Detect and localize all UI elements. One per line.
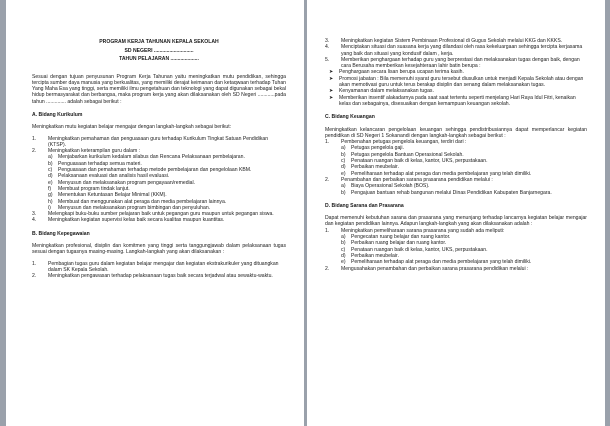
list-number: 3. (325, 38, 330, 44)
list-number: 2. (325, 176, 330, 183)
sub-list-letter: c) (341, 246, 346, 253)
list-text: Penambahan dan perbaikan sarana prasarana pendidikan melalui : (341, 176, 493, 183)
page-2-content (325, 38, 587, 272)
list-item (32, 273, 286, 279)
sub-list-letter: i) (48, 204, 51, 211)
section-c-heading: C. Bidang Keuangan (325, 114, 375, 121)
sub-list-text: Pengajuan bantuan rehab bangunan melalui Dinas Pendidikan Kabupaten Banjarnegara. (351, 189, 552, 196)
sub-list-text: Pemeliharaan terhadap alat peraga dan media pembelajaran yang telah dimiliki. (351, 259, 532, 266)
list-number: 2. (32, 148, 37, 155)
sub-list-letter: e) (48, 179, 53, 186)
bullet-text: Promosi jabatan : Bila memenuhi syarat guru tersebut diusulkan untuk menjadi Kepala Sekolah atau dengan akan memotivasi guru untuk terus berakap disiplin dan senang dalam melaksanakan tugas. (339, 75, 584, 89)
sub-list-letter: e) (341, 170, 346, 177)
sub-list-letter: a) (48, 154, 53, 161)
sub-list-text: Perbaikan meubelair. (351, 164, 399, 171)
list-text: Meningkatkan kegiatan Sistem Pembinaan Profesional di Gugus Sekolah melalui KKG dan KKKS. (341, 38, 563, 44)
list-item (32, 136, 286, 149)
sub-list-letter: c) (341, 158, 346, 165)
list-item (325, 57, 587, 70)
list-number: 4. (32, 217, 37, 224)
sub-list-text: Membuat dan menggunakan alat peraga dan media pembelajaran lainnya. (58, 198, 227, 205)
sub-list-letter: b) (341, 189, 346, 196)
sub-list-text: Perbaikan ruang belajar dan ruang kantor. (351, 240, 447, 247)
list-text: Mengusahakan penambahan dan perbaikan sarana prasarana pendidikan melalui : (341, 265, 529, 272)
list-number: 2. (32, 273, 37, 280)
section-a-heading: A. Bidang Kurikulum (32, 111, 83, 118)
sub-list-letter: a) (341, 145, 346, 152)
sub-list-item (341, 190, 587, 196)
sub-list-letter: b) (341, 151, 346, 158)
sub-list-letter: b) (341, 240, 346, 247)
section-d-intro: Dapat memenuhi kebutuhan sarana dan prasarana yang menunjang terhadap lancarnya kegiatan belajar mengajar dan kegiatan pendidikan lainnya. Adapun langkah-langkah yang akan dilaksanakan adalah : (325, 215, 587, 228)
list-text: Meningkatkan pemeliharaan sarana prasarana yang sudah ada meliputi: (341, 227, 505, 234)
list-text: Meningkatkan pemahaman dan penguasaan guru terhadap Kurikulum Tingkat Satuan Pendidikan (KTSP). (48, 135, 269, 148)
list-number: 2. (325, 265, 330, 272)
bullet-item (329, 95, 587, 108)
sub-list-letter: f) (48, 185, 52, 192)
list-number: 1. (325, 227, 330, 234)
list-text: Meningkatkan pengawasan terhadap pelaksanaan tugas baik secara terjadwal atau sewaktu-waktu. (48, 273, 273, 280)
bullet-icon: ➤ (329, 75, 334, 82)
sub-list-text: Pengecatan ruang belajar dan ruang kantor. (351, 234, 451, 241)
sub-list-text: Pemeliharaan terhadap alat peraga dan media pembelajaran yang telah dimiliki. (351, 170, 532, 177)
list-text: Meningkatkan keterampilan guru dalam : (48, 148, 141, 155)
list-item (32, 261, 286, 274)
sub-list-text: Penataan ruangan baik di kelas, kantor, UKS, perpustakaan. (351, 246, 488, 253)
sub-list (325, 145, 587, 176)
section-c-intro: Meningkatkan kelancaran pengelolaan keuangan sehingga pendistribusiannya dapat memperlancar kegiatan pendidikan di SD Negeri 1 Sokanandi dengan langkah-langkah sebagai berikut : (325, 126, 587, 139)
section-b-heading: B. Bidang Kepegawaian (32, 230, 90, 237)
sub-list-text: Penataan ruangan baik di kelas, kantor, UKS, perpustakaan. (351, 158, 488, 165)
list-number: 3. (32, 211, 37, 218)
sub-list-letter: h) (48, 198, 53, 205)
bullet-list (325, 69, 587, 107)
sub-list-text: Menyusun dan melaksanakan program pengayaan/remedial. (58, 179, 196, 186)
list-text: Melengkapi buku-buku sumber pelajaran baik untuk pegangan guru maupun untuk pegangan siswa. (48, 211, 274, 218)
bullet-item (329, 76, 587, 89)
list-text: Pembenahan petugas pengelola keuangan, terdiri dari : (341, 139, 467, 146)
list-number: 4. (325, 44, 330, 51)
list-text: Meningkatkan kegiatan supervisi kelas baik secara kualitas maupun kuantitas. (48, 217, 225, 224)
bullet-text: Penghargaan secara lisan berupa ucapan terima kasih. (339, 69, 464, 76)
list-number: 5. (325, 56, 330, 63)
header-year: TAHUN PELAJARAN .................... (119, 56, 199, 62)
sub-list-text: Perbaikan meubelair. (351, 252, 399, 259)
sub-list (325, 234, 587, 265)
sub-list-letter: d) (341, 252, 346, 259)
sub-list-letter: d) (48, 173, 53, 180)
sub-list-text: Petugas pengelola gaji. (351, 145, 404, 152)
section-d-heading: D. Bidang Sarana dan Prasarana (325, 202, 404, 209)
sub-list-text: Menentukan Ketuntasan Belajar Minimal (KKM). (58, 192, 167, 199)
bullet-text: Memberikan insentif alakadarnya pada saat saat tertentu seperti menjelang Hari Raya Idul Fitri, kenaikan kelas dan sebagainya, disesuaikan dengan kemampuan keuangan sekolah. (339, 94, 576, 107)
bullet-icon: ➤ (329, 69, 334, 76)
document-page-1 (6, 0, 304, 426)
list-text: Menciptakan situasi dan suasana kerja yang dilandasi oleh rasa kekeluargaan sehingga tercipta kerjasama yang baik dan situasi yang kondusif dalam , kerja. (341, 44, 583, 57)
header-title: PROGRAM KERJA TAHUNAN KEPALA SEKOLAH (99, 39, 219, 45)
list-number: 1. (325, 139, 330, 146)
sub-list-text: Penguasaan terhadap semua materi. (58, 160, 142, 167)
sub-list-letter: a) (341, 183, 346, 190)
intro-paragraph: Sesuai dengan tujuan penyusunan Program Kerja Tahunan yaitu meningkatkan mutu pendidikan, sehingga tercipta sumber daya manusia yang berkualitas, yang memiliki derajat keimanan dan ketaqwaan terhadap Tuhan Yang Maha Esa yang tinggi, serta memiliki ilmu pengetahuan dan teknologi yang dapat digunakan sebagai bekal hidup bermasyarakat dan berbangsa, maka program kerja yang akan dilaksanakan oleh SD Negeri ............pada tahun .............. adalah sebagai berikut : (32, 73, 286, 105)
section-a-intro: Meningkatkan mutu kegiatan belajar mengajar dengan langkah-langkah sebagai berikut: (32, 124, 232, 131)
header-school: SD NEGERI ............................ (124, 47, 194, 54)
sub-list (325, 183, 587, 196)
sub-list (32, 154, 286, 211)
sub-list-text: Penguasaan dan pemahaman terhadap metode pembelajaran dan pengelolaan KBM. (58, 167, 252, 174)
sub-list-text: Petugas pengelola Bantuan Operasional Sekolah. (351, 151, 464, 158)
sub-list-letter: b) (48, 160, 53, 167)
sub-list-letter: a) (341, 234, 346, 241)
bullet-icon: ➤ (329, 88, 334, 95)
sub-list-letter: c) (48, 167, 53, 174)
sub-list-letter: g) (48, 192, 53, 199)
sub-list-text: Membuat program tindak lanjut. (58, 185, 130, 192)
list-item (325, 44, 587, 57)
bullet-icon: ➤ (329, 94, 334, 101)
sub-list-text: Menjabarkan kurikulum kedalam silabus dan Rencana Pelaksanaan pembelajaran. (58, 154, 245, 161)
list-item (32, 217, 286, 223)
list-text: Memberikan penghargaan terhadap guru yang berprestasi dan melaksanakan tugas dengan baik, dengan cara Berusaha memberikan kesejahteraan lahir batin berupa : (341, 56, 580, 70)
section-b-intro: Meningkatkan profesional, disiplin dan komitmen yang tinggi serta tanggungjawab dalam pelaksanaan tugas sesuai dengan tugasnya masing-masing. Langkah-langkah yang akan dilaksanakan : (32, 243, 286, 256)
sub-list-letter: d) (341, 164, 346, 171)
sub-list-letter: e) (341, 259, 346, 266)
document-page-2 (307, 0, 605, 426)
sub-list-text: Menyusun dan melaksanakan program bimbingan dan penyuluhan. (58, 204, 211, 211)
bullet-text: Kenyamanan dalam melaksanakan tugas. (339, 88, 434, 95)
sub-list-text: Pelaksanaan evaluasi dan analisis hasil evaluasi. (58, 173, 170, 180)
list-number: 1. (32, 260, 37, 267)
document-header (32, 38, 286, 64)
list-number: 1. (32, 135, 37, 142)
sub-list-text: Biaya Operasional Sekolah (BOS). (351, 183, 430, 190)
list-text: Pembagian tugas guru dalam kegiatan belajar mengajar dan kegiatan ekstrakurikuler yang dituangkan dalam SK Kepala Sekolah. (48, 260, 279, 273)
page-1-content (32, 38, 286, 280)
list-item (325, 266, 587, 272)
